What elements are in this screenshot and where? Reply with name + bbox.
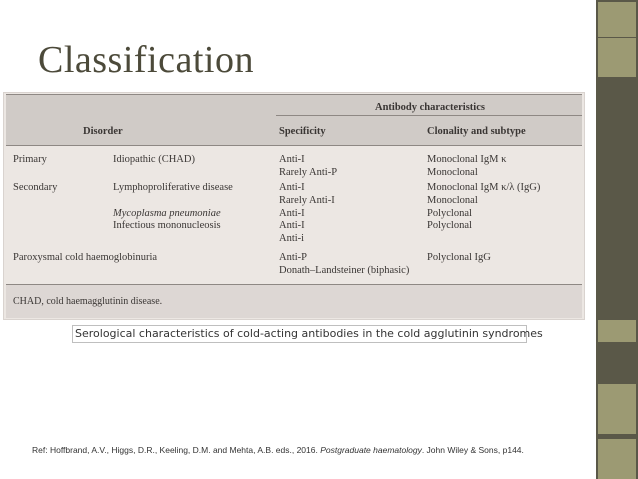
cell-specificity: Anti-I [279, 220, 305, 231]
cell-specificity: Donath–Landsteiner (biphasic) [279, 265, 410, 276]
cell-specificity: Anti-I [279, 154, 305, 165]
table-caption: Serological characteristics of cold-acting antibodies in the cold agglutinin syndromes [72, 325, 527, 343]
cell-specificity: Rarely Anti-P [279, 167, 338, 178]
table-rule [6, 94, 582, 95]
header-disorder: Disorder [83, 126, 123, 137]
header-antibody-characteristics: Antibody characteristics [375, 102, 485, 113]
decorative-block [598, 2, 636, 37]
table-rule [6, 145, 582, 146]
cell-clonality: Polyclonal [427, 208, 472, 219]
reference [32, 445, 524, 455]
reference-title: Postgraduate haematology [320, 445, 422, 455]
classification-table [3, 92, 585, 320]
cell-specificity: Anti-i [279, 233, 305, 244]
row-disorder: Lymphoproliferative disease [113, 182, 233, 193]
row-category-primary: Primary [13, 154, 47, 165]
reference-suffix: . John Wiley & Sons, p144. [421, 445, 524, 455]
header-clonality: Clonality and subtype [427, 126, 526, 137]
decorative-block [598, 439, 636, 479]
row-category-pch: Paroxysmal cold haemoglobinuria [13, 252, 158, 263]
row-disorder: Idiopathic (CHAD) [113, 154, 195, 165]
cell-clonality: Monoclonal IgM κ [427, 154, 507, 165]
cell-specificity: Anti-I [279, 208, 305, 219]
cell-specificity: Anti-I [279, 182, 305, 193]
cell-clonality: Monoclonal [427, 167, 478, 178]
row-category-secondary: Secondary [13, 182, 58, 193]
table-rule [276, 115, 582, 116]
table-rule [6, 284, 582, 285]
table-footnote: CHAD, cold haemagglutinin disease. [13, 296, 163, 307]
row-disorder: Infectious mononucleosis [113, 220, 221, 231]
header-specificity: Specificity [279, 126, 326, 137]
row-disorder: Mycoplasma pneumoniae [113, 208, 221, 219]
decorative-block [598, 320, 636, 342]
reference-prefix: Ref: Hoffbrand, A.V., Higgs, D.R., Keeling, D.M. and Mehta, A.B. eds., 2016. [32, 445, 321, 455]
cell-clonality: Polyclonal IgG [427, 252, 491, 263]
cell-clonality: Monoclonal IgM κ/λ (IgG) [427, 182, 541, 193]
decorative-block [598, 38, 636, 77]
slide-title: Classification [38, 39, 254, 81]
cell-specificity: Anti-P [279, 252, 308, 263]
cell-clonality: Monoclonal [427, 195, 478, 206]
decorative-block [598, 384, 636, 434]
cell-specificity: Rarely Anti-I [279, 195, 335, 206]
cell-clonality: Polyclonal [427, 220, 472, 231]
